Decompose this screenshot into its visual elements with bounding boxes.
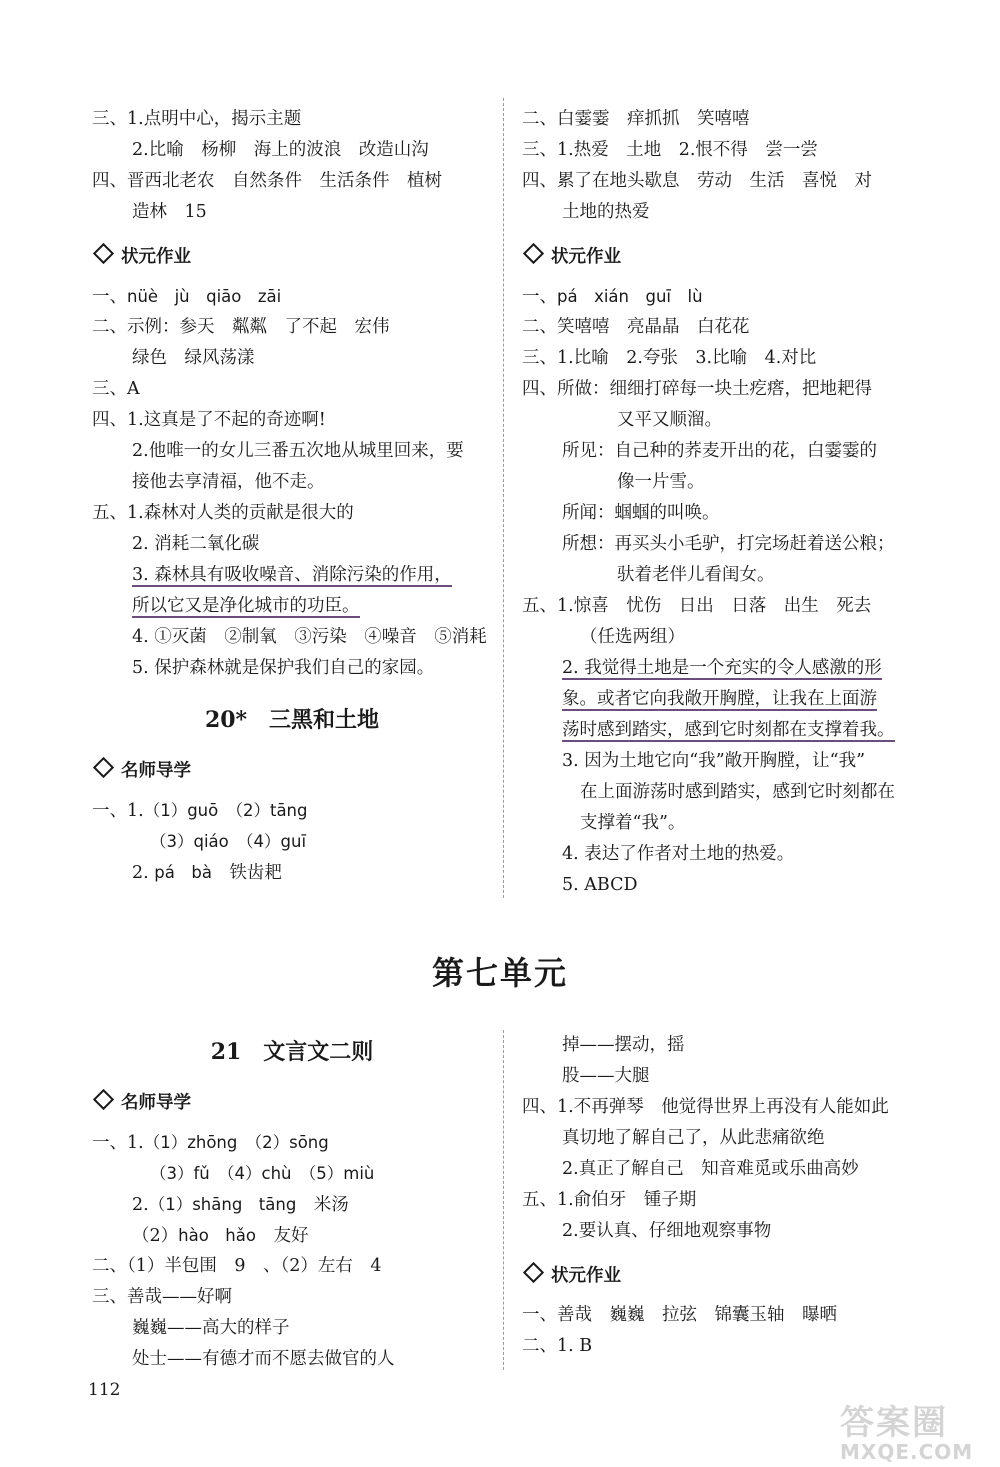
answer-line: 五、1.森林对人类的贡献是很大的 bbox=[92, 503, 354, 523]
answer-line: 2.他唯一的女儿三番五次地从城里回来，要 bbox=[132, 441, 464, 461]
answer-line: 造林 15 bbox=[132, 202, 207, 222]
answer-line bbox=[92, 560, 492, 591]
section-heading: 名师导学 bbox=[92, 1088, 492, 1119]
answer-line: 四、所做：细细打碎每一块土疙瘩，把地耙得 bbox=[522, 379, 872, 399]
answer-line: 绿色 绿风荡漾 bbox=[132, 348, 255, 368]
column-divider bbox=[503, 98, 504, 898]
answer-line: 5. ABCD bbox=[562, 875, 638, 895]
pinyin-text: pá xián guī lù bbox=[557, 287, 703, 306]
answer-line: 土地的热爱 bbox=[562, 202, 650, 222]
pinyin-text: hào hǎo bbox=[178, 1226, 256, 1245]
watermark-text: 答案圈 bbox=[840, 1403, 948, 1443]
answer-line: （任选两组） bbox=[580, 627, 685, 647]
answer-line: 二、（1）半包围 9 、（2）左右 4 bbox=[92, 1256, 382, 1276]
answer-line: 股——大腿 bbox=[562, 1066, 650, 1086]
answer-line: 四、晋西北老农 自然条件 生活条件 植树 bbox=[92, 171, 442, 191]
answer-line: 2.要认真、仔细地观察事物 bbox=[562, 1221, 772, 1241]
answer-line: 驮着老伴儿看闺女。 bbox=[617, 565, 775, 585]
left-column-top bbox=[92, 104, 492, 888]
answer-line: 又平又顺溜。 bbox=[617, 410, 722, 430]
diamond-icon bbox=[93, 243, 114, 264]
section-heading: 状元作业 bbox=[522, 1261, 922, 1292]
section-heading: 状元作业 bbox=[522, 242, 922, 273]
answer-line: 所闻：蝈蝈的叫唤。 bbox=[562, 503, 720, 523]
answer-line: 2. pá bà 铁齿耙 bbox=[132, 863, 282, 883]
pinyin-text: pá bà bbox=[154, 863, 212, 882]
answer-line: 巍巍——高大的样子 bbox=[132, 1318, 290, 1338]
answer-line: 像一片雪。 bbox=[617, 472, 705, 492]
answer-line: 三、善哉——好啊 bbox=[92, 1287, 232, 1307]
answer-line: 二、笑嘻嘻 亮晶晶 白花花 bbox=[522, 317, 750, 337]
answer-line: 三、A bbox=[92, 379, 140, 399]
left-column-bottom bbox=[92, 1030, 492, 1375]
pinyin-text: nüè jù qiāo zāi bbox=[127, 287, 282, 306]
diamond-icon bbox=[523, 243, 544, 264]
diamond-icon bbox=[93, 757, 114, 778]
watermark-text: MXQE.COM bbox=[840, 1440, 974, 1464]
answer-line bbox=[522, 715, 922, 746]
pinyin-text: （3）fǔ （4）chù （5）miù bbox=[150, 1164, 375, 1183]
answer-line: 一、善哉 巍巍 拉弦 锦囊玉轴 曝晒 bbox=[522, 1305, 837, 1325]
answer-line: 二、示例：参天 粼粼 了不起 宏伟 bbox=[92, 317, 390, 337]
answer-line: 所想：再买头小毛驴，打完场赶着送公粮； bbox=[562, 534, 895, 554]
pinyin-text: （1）guō （2）tāng bbox=[143, 801, 308, 820]
column-divider bbox=[503, 1030, 504, 1370]
right-column-top bbox=[522, 104, 922, 901]
answer-line bbox=[92, 1158, 492, 1189]
answer-line: 一、nüè jù qiāo zāi bbox=[92, 287, 282, 307]
answer-line: 二、白霎霎 痒抓抓 笑嘻嘻 bbox=[522, 109, 750, 129]
answer-line: 三、1.热爱 土地 2.恨不得 尝一尝 bbox=[522, 140, 818, 160]
answer-line: （2）hào hǎo 友好 bbox=[132, 1226, 309, 1246]
answer-line: 4. ①灭菌 ②制氧 ③污染 ④噪音 ⑤消耗 bbox=[132, 627, 487, 647]
underlined-text: 所以它又是净化城市的功臣。 bbox=[132, 596, 360, 616]
lesson-title: 21 文言文二则 bbox=[210, 1039, 374, 1065]
section-heading: 状元作业 bbox=[92, 242, 492, 273]
answer-line: 三、1.比喻 2.夸张 3.比喻 4.对比 bbox=[522, 348, 817, 368]
underlined-text: 象。或者它向我敞开胸膛，让我在上面游 bbox=[562, 689, 877, 709]
pinyin-text: （1）zhōng （2）sōng bbox=[143, 1133, 329, 1152]
answer-line: 2.比喻 杨柳 海上的波浪 改造山沟 bbox=[132, 140, 429, 160]
answer-line: 接他去享清福，他不走。 bbox=[132, 472, 325, 492]
answer-line bbox=[92, 826, 492, 857]
unit-title: 第七单元 bbox=[431, 954, 568, 992]
answer-line: 五、1.俞伯牙 锺子期 bbox=[522, 1190, 697, 1210]
answer-line bbox=[522, 684, 922, 715]
pinyin-text: （1）shāng tāng bbox=[148, 1195, 297, 1214]
answer-line: 2.（1）shāng tāng 米汤 bbox=[132, 1195, 349, 1215]
answer-line: 一、1.（1）guō （2）tāng bbox=[92, 801, 308, 821]
answer-line: 3. 因为土地它向“我”敞开胸膛，让“我” bbox=[562, 751, 866, 771]
underlined-text: 荡时感到踏实，感到它时刻都在支撑着我。 bbox=[562, 720, 895, 740]
answer-line: 一、pá xián guī lù bbox=[522, 287, 703, 307]
answer-line: 支撑着“我”。 bbox=[580, 813, 686, 833]
underlined-text: 2. 我觉得土地是一个充实的令人感激的形 bbox=[562, 658, 882, 678]
answer-line: 5. 保护森林就是保护我们自己的家园。 bbox=[132, 658, 435, 678]
answer-line: 五、1.惊喜 忧伤 日出 日落 出生 死去 bbox=[522, 596, 872, 616]
answer-line bbox=[522, 653, 922, 684]
diamond-icon bbox=[523, 1262, 544, 1283]
section-heading: 名师导学 bbox=[92, 756, 492, 787]
pinyin-text: （3）qiáo （4）guī bbox=[150, 832, 307, 851]
answer-line: 四、1.这真是了不起的奇迹啊! bbox=[92, 410, 326, 430]
answer-line: 2. 消耗二氧化碳 bbox=[132, 534, 260, 554]
answer-line: 四、1.不再弹琴 他觉得世界上再没有人能如此 bbox=[522, 1097, 889, 1117]
underlined-text: 3. 森林具有吸收噪音、消除污染的作用， bbox=[132, 565, 452, 585]
answer-line: 处士——有德才而不愿去做官的人 bbox=[132, 1349, 395, 1369]
answer-line: 一、1.（1）zhōng （2）sōng bbox=[92, 1133, 329, 1153]
answer-line: 在上面游荡时感到踏实，感到它时刻都在 bbox=[580, 782, 895, 802]
answer-line: 四、累了在地头歇息 劳动 生活 喜悦 对 bbox=[522, 171, 872, 191]
answer-line bbox=[92, 591, 492, 622]
right-column-bottom bbox=[522, 1030, 922, 1362]
watermark-logo bbox=[840, 1395, 990, 1464]
answer-line: 二、1. B bbox=[522, 1336, 593, 1356]
page-number: 112 bbox=[88, 1380, 121, 1400]
lesson-title: 20* 三黑和土地 bbox=[204, 707, 380, 733]
answer-line: 三、1.点明中心，揭示主题 bbox=[92, 109, 302, 129]
answer-line: 真切地了解自己了，从此悲痛欲绝 bbox=[562, 1128, 825, 1148]
answer-line: 2.真正了解自己 知音难觅或乐曲高妙 bbox=[562, 1159, 859, 1179]
answer-line: 掉——摆动，摇 bbox=[562, 1035, 685, 1055]
answer-line: 所见：自己种的荞麦开出的花，白霎霎的 bbox=[562, 441, 877, 461]
diamond-icon bbox=[93, 1089, 114, 1110]
answer-line: 4. 表达了作者对土地的热爱。 bbox=[562, 844, 795, 864]
